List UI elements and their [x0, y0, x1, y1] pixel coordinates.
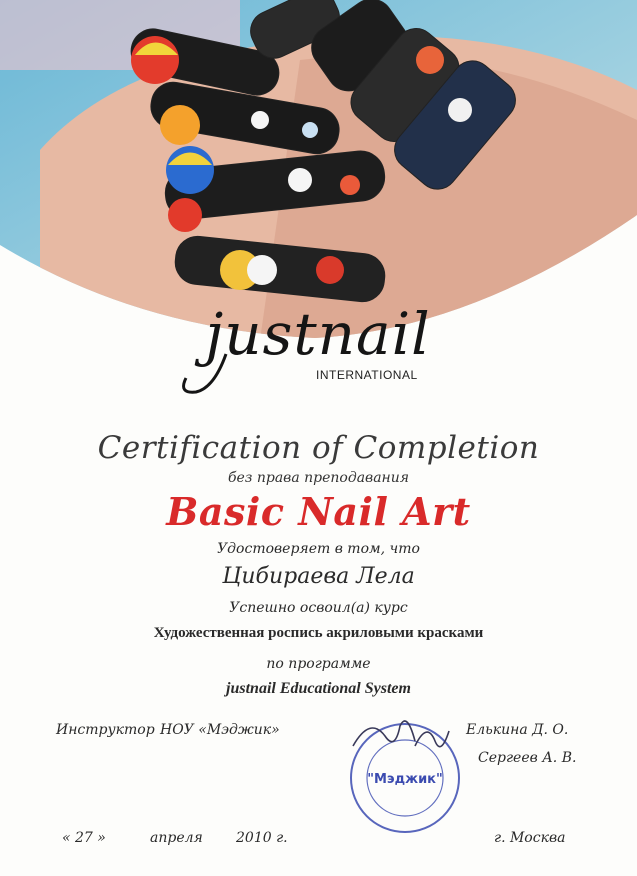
organization-name: НОУ «Мэджик»	[160, 722, 280, 738]
signer-2: Сергеев А. В.	[478, 750, 577, 766]
signer-1: Елькина Д. О.	[466, 722, 569, 738]
by-program-text: по программе	[266, 656, 371, 672]
city: г. Москва	[494, 830, 566, 846]
certificate-title: Certification of Completion	[97, 430, 540, 466]
date-year: 2010 г.	[236, 830, 288, 846]
stamp-seal	[345, 716, 465, 836]
svg-text:justnail: justnail	[205, 300, 431, 368]
instructor-label: Инструктор	[56, 722, 155, 738]
recipient-name: Цибираева Лела	[222, 564, 415, 589]
date-month: апреля	[150, 830, 203, 846]
nail-art-photo	[0, 0, 637, 340]
program-name: justnail Educational System	[226, 680, 411, 697]
certifies-text: Удостоверяет в том, что	[217, 541, 420, 557]
discipline-title: Художественная роспись акриловыми красками	[153, 625, 484, 641]
date-day: « 27 »	[62, 830, 106, 846]
svg-text:"Мэджик": "Мэджик"	[367, 772, 443, 787]
course-title: Basic Nail Art	[166, 489, 471, 534]
logo-subtitle: INTERNATIONAL	[316, 368, 418, 382]
mastered-text: Успешно освоил(а) курс	[229, 600, 408, 616]
certificate-subtitle: без права преподавания	[227, 470, 410, 486]
